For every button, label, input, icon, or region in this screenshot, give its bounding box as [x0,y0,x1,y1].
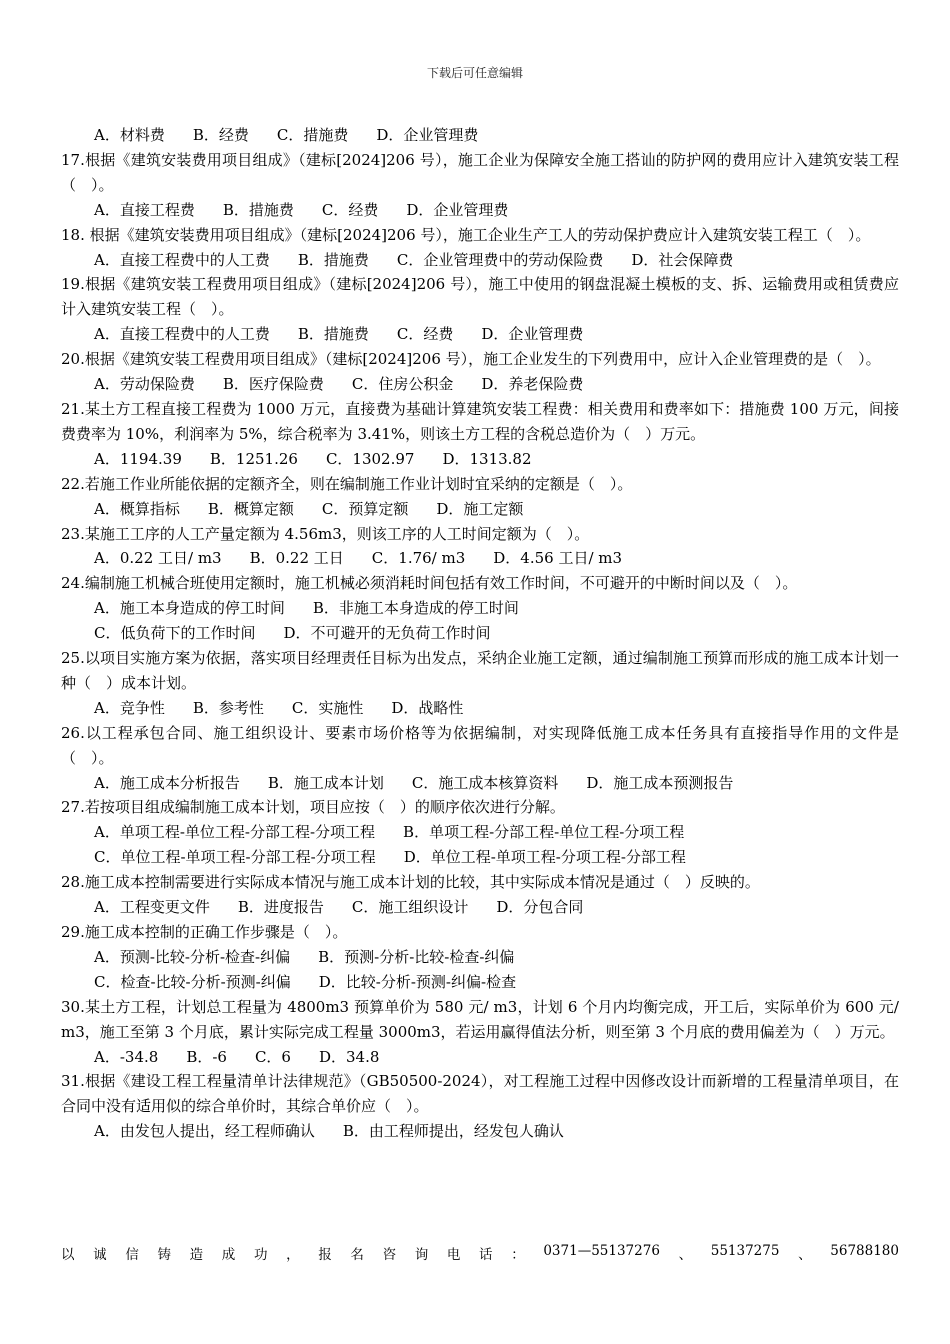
answer-option: A．1194.39 [94,449,182,468]
footer-token: 造 [189,1247,204,1263]
answer-option: A．施工成本分析报告 [94,773,240,792]
answer-option: D．不可避开的无负荷工作时间 [283,624,491,643]
answer-options [61,123,899,148]
footer-token: ： [511,1247,525,1263]
answer-option: B．单项工程-分部工程-单位工程-分项工程 [403,823,685,842]
question-text: 23.某施工工序的人工产量定额为 4.56m3，则该工序的人工时间定额为（ ）。 [61,524,590,543]
answer-option: B．措施费 [297,250,369,269]
answer-options [61,322,899,347]
answer-options [61,447,899,472]
answer-options [61,945,899,970]
answer-option: A．施工本身造成的停工时间 [94,599,285,618]
answer-option: A．单项工程-单位工程-分部工程-分项工程 [94,823,376,842]
footer-token: 成 [221,1247,236,1263]
footer-token: 询 [414,1247,429,1263]
answer-option: D．4.56 工日/ m3 [493,549,623,568]
question-text: 25.以项目实施方案为依据，落实项目经理责任目标为出发点，采纳企业施工定额，通过编制施工预算而形成的施工成本计划一种（ ）成本计划。 [61,649,899,692]
answer-option: B．参考性 [192,698,264,717]
footer-token: 诚 [93,1247,107,1263]
answer-option: D．施工定额 [436,499,524,518]
answer-options [61,372,899,397]
answer-option: B．经费 [192,126,249,144]
footer-token: 功 [253,1247,268,1263]
question-text: 29.施工成本控制的正确工作步骤是（ ）。 [61,923,348,941]
answer-options [61,845,899,870]
answer-option: B．-6 [186,1047,227,1066]
answer-option: A．由发包人提出，经工程师确认 [94,1122,315,1141]
answer-option: B．施工成本计划 [267,773,384,792]
answer-options [61,198,899,223]
answer-option: D．1313.82 [442,449,532,468]
answer-option: B．1251.26 [209,449,298,468]
answer-option: D．34.8 [318,1047,380,1066]
answer-option: D．单位工程-单项工程-分项工程-分部工程 [403,848,686,867]
footer-token: 、 [678,1247,693,1263]
footer-token: 0371—55137276 [543,1243,660,1259]
question-text: 30.某土方工程，计划总工程量为 4800m3 预算单价为 580 元/ m3，计划 6 个月内均衡完成，开工后，实际单价为 600 元/ m3，施工至第 3 个月底，累计实际完成工程量 3000m3，若运用赢得值法分析，则至第 3 个月底的费用偏差为（ ）万元。 [61,997,899,1041]
page-footer [61,1243,899,1263]
answer-option: D．养老保险费 [481,375,584,394]
answer-option: C．措施费 [276,126,349,144]
answer-option: D．企业管理费 [376,126,479,144]
answer-option: C．低负荷下的工作时间 [94,624,256,643]
answer-option: A．直接工程费中的人工费 [94,250,270,269]
footer-token: 、 [798,1247,812,1263]
answer-option: B．医疗保险费 [222,375,324,394]
question-text: 26.以工程承包合同、施工组织设计、要素市场价格等为依据编制，对实现降低施工成本任务具有直接指导作用的文件是（ ）。 [61,723,899,767]
answer-option: C．企业管理费中的劳动保险费 [396,250,604,269]
question-text: 19.根据《建筑安装工程费用项目组成》（建标[2024]206 号），施工中使用的钢盘混凝土模板的支、拆、运输费用或租赁费应计入建筑安装工程（ ）。 [61,275,899,319]
footer-token: 信 [125,1247,139,1263]
answer-option: B．预测-分析-比较-检查-纠偏 [318,947,515,966]
footer-token: 话 [479,1247,493,1263]
answer-option: A．直接工程费 [94,200,195,219]
answer-option: B．进度报告 [237,898,324,917]
answer-option: C．检查-比较-分析-预测-纠偏 [94,972,291,991]
answer-option: A．劳动保险费 [94,375,195,394]
answer-option: B．概算定额 [207,499,294,518]
answer-option: D．战略性 [391,698,464,717]
answer-option: B．措施费 [222,200,294,219]
answer-option: A．材料费 [94,126,165,144]
question-text: 20.根据《建筑安装工程费用项目组成》（建标[2024]206 号），施工企业发生的下列费用中，应计入企业管理费的是（ ）。 [61,350,881,369]
document-body [61,123,899,1144]
answer-option: C．经费 [321,200,379,219]
answer-option: B．非施工本身造成的停工时间 [312,599,519,618]
footer-token: 报 [318,1247,332,1263]
answer-option: C．施工组织设计 [351,898,469,917]
answer-options [61,895,899,920]
answer-option: A．概算指标 [94,499,180,518]
answer-option: C．施工成本核算资料 [411,773,559,792]
answer-options [61,596,899,621]
question-text: 31.根据《建设工程工程量清单计法律规范》（GB50500-2024），对工程施工过程中因修改设计而新增的工程量清单项目，在合同中没有适用似的综合单价时，其综合单价应（ ）。 [61,1072,899,1116]
answer-option: B．0.22 工日 [249,549,344,568]
footer-token: 56788180 [830,1243,899,1259]
question-text: 28.施工成本控制需要进行实际成本情况与施工成本计划的比较，其中实际成本情况是通过（ ）反映的。 [61,873,760,892]
answer-option: D．企业管理费 [406,200,509,219]
answer-options [61,696,899,721]
answer-option: A．-34.8 [94,1047,159,1066]
answer-option: A．工程变更文件 [94,898,210,917]
answer-options [61,771,899,796]
page-header: 下载后可任意编辑 [426,66,523,80]
footer-token: ， [286,1247,300,1263]
answer-options [61,497,899,522]
answer-option: C．实施性 [291,698,364,717]
answer-option: D．社会保障费 [631,250,734,269]
answer-options [61,1045,899,1070]
question-text: 24.编制施工机械合班使用定额时，施工机械必须消耗时间包括有效工作时间，不可避开的中断时间以及（ ）。 [61,574,798,593]
answer-option: A．竞争性 [94,698,165,717]
question-text: 18. 根据《建筑安装费用项目组成》（建标[2024]206 号），施工企业生产工人的劳动保护费应计入建筑安装工程工（ ）。 [61,225,871,244]
answer-option: C．1.76/ m3 [371,549,466,568]
answer-option: C．1302.97 [325,449,415,468]
answer-option: C．预算定额 [321,499,409,518]
footer-token: 电 [446,1247,461,1263]
question-text: 22.若施工作业所能依据的定额齐全，则在编制施工作业计划时宜采纳的定额是（ ）。 [61,474,633,493]
answer-option: C．住房公积金 [351,375,454,394]
question-text: 27.若按项目组成编制施工成本计划，项目应按（ ）的顺序依次进行分解。 [61,798,565,817]
answer-options [61,546,899,571]
answer-options [61,1119,899,1144]
footer-token: 铸 [157,1247,171,1263]
answer-options [61,970,899,995]
footer-token: 咨 [382,1247,397,1263]
answer-option: A．预测-比较-分析-检查-纠偏 [94,947,291,966]
footer-token: 55137275 [710,1243,780,1259]
footer-token: 以 [61,1247,75,1263]
answer-option: C．单位工程-单项工程-分部工程-分项工程 [94,848,376,867]
answer-option: D．企业管理费 [481,325,584,344]
answer-option: C．6 [254,1047,291,1066]
answer-option: D．施工成本预测报告 [586,773,734,792]
answer-option: B．由工程师提出，经发包人确认 [342,1122,564,1141]
answer-options [61,248,899,273]
answer-option: D．比较-分析-预测-纠偏-检查 [318,972,517,991]
question-text: 21.某土方工程直接工程费为 1000 万元，直接费为基础计算建筑安装工程费：相关费用和费率如下：措施费 100 万元，间接费费率为 10%，利润率为 5%，综合税率为 3.41%，则该土方工程的含税总造价为（ ）万元。 [61,399,899,443]
question-text: 17.根据《建筑安装费用项目组成》（建标[2024]206 号），施工企业为保障安全施工搭讪的防护网的费用应计入建筑安装工程（ ）。 [61,150,899,194]
footer-token: 名 [350,1247,364,1263]
answer-option: D．分包合同 [496,898,584,917]
answer-option: B．措施费 [297,325,369,344]
answer-options [61,621,899,646]
answer-option: C．经费 [396,325,454,344]
answer-option: A．直接工程费中的人工费 [94,325,270,344]
answer-options [61,820,899,845]
answer-option: A．0.22 工日/ m3 [94,549,222,568]
